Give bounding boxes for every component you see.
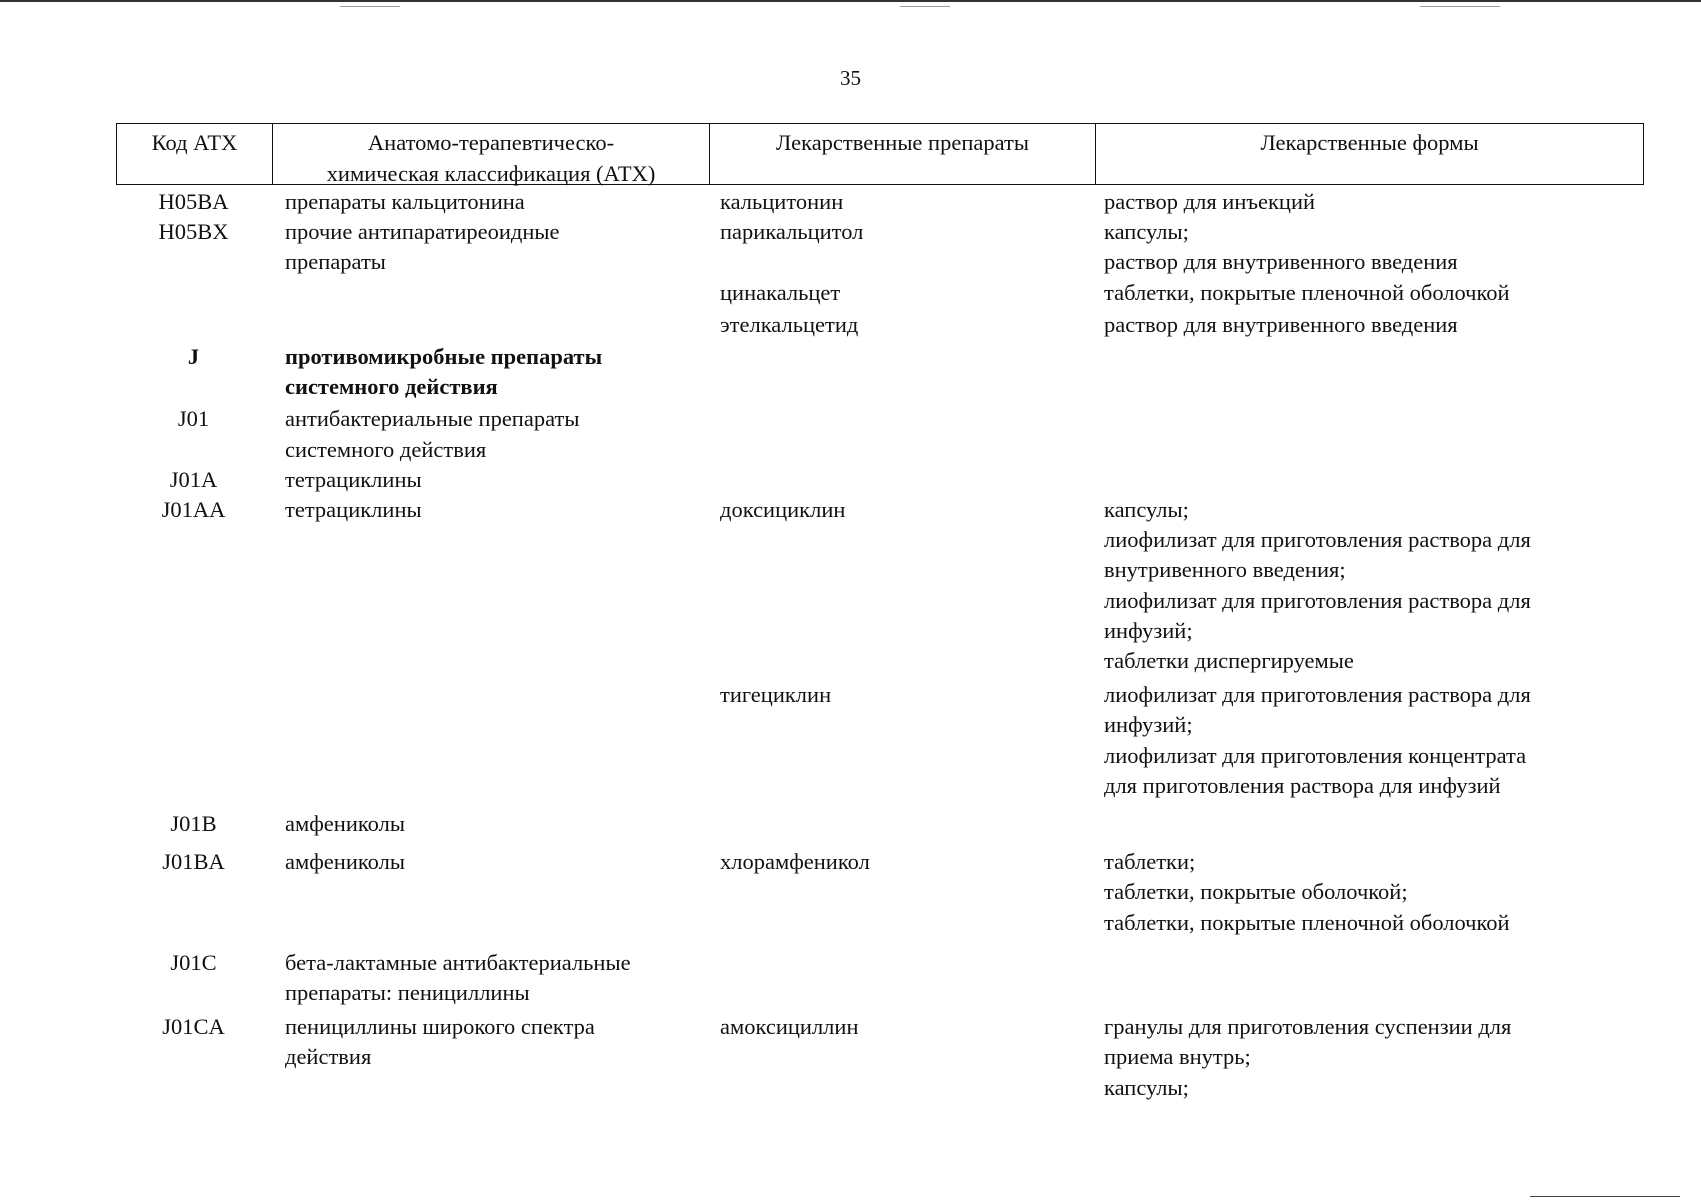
cell-code: J01A <box>169 466 218 492</box>
cell-atc: препараты кальцитонина <box>285 189 525 214</box>
cell-drug: амоксициллин <box>720 1014 859 1040</box>
cell-drug: доксициклин <box>720 497 846 522</box>
scan-artifact <box>1420 6 1500 7</box>
cell-code: H05BX <box>158 219 229 245</box>
cell-atc: амфениколы <box>285 811 405 836</box>
cell-form: раствор для инъекций <box>1104 189 1316 214</box>
cell-atc: тетрациклины <box>285 466 422 492</box>
cell-drug: этелкальцетид <box>720 311 859 337</box>
cell-form: таблетки, покрытые пленочной оболочкой <box>1104 279 1510 305</box>
cell-atc: амфениколы <box>285 849 405 875</box>
cell-atc: противомикробные препараты системного действия <box>285 344 603 400</box>
header-forms: Лекарственные формы <box>1095 124 1643 184</box>
cell-form: раствор для внутривенного введения <box>1104 311 1458 337</box>
cell-atc: антибактериальные препараты системного действия <box>285 406 580 462</box>
cell-drug: кальцитонин <box>720 189 844 214</box>
cell-code: J <box>187 344 200 369</box>
cell-form: гранулы для приготовления суспензии для приема внутрь; капсулы; <box>1104 1014 1512 1100</box>
cell-form: лиофилизат для приготовления раствора для инфузий; лиофилизат для приготовления концентрата для приготовления раствора для инфузий <box>1104 682 1531 798</box>
cell-code: J01AA <box>161 497 226 522</box>
scan-artifact <box>340 6 400 7</box>
table-header <box>116 123 1644 185</box>
cell-code: J01 <box>177 406 210 432</box>
cell-atc: тетрациклины <box>285 497 422 522</box>
cell-code: J01C <box>170 949 217 975</box>
cell-atc: пенициллины широкого спектра действия <box>285 1014 595 1070</box>
cell-drug: парикальцитол <box>720 219 864 245</box>
page-number: 35 <box>840 66 861 90</box>
cell-drug: тигециклин <box>720 682 832 708</box>
cell-form: таблетки; таблетки, покрытые оболочкой; таблетки, покрытые пленочной оболочкой <box>1104 849 1510 935</box>
cell-atc: прочие антипаратиреоидные препараты <box>285 219 560 275</box>
cell-form: капсулы; лиофилизат для приготовления раствора для внутривенного введения; лиофилизат для приготовления раствора для инфузий; таблетки диспергируемые <box>1104 497 1531 674</box>
cell-code: H05BA <box>158 189 229 214</box>
header-atc-classification: Анатомо-терапевтическо- химическая классификация (АТХ) <box>272 124 709 184</box>
scan-artifact <box>900 6 950 7</box>
header-code: Код АТХ <box>151 130 238 155</box>
cell-code: J01CA <box>162 1014 225 1040</box>
cell-code: J01B <box>170 811 217 836</box>
scan-artifact <box>1530 1196 1680 1197</box>
header-drugs: Лекарственные препараты <box>709 124 1095 184</box>
cell-drug: хлорамфеникол <box>720 849 870 875</box>
cell-atc: бета-лактамные антибактериальные препараты: пенициллины <box>285 949 631 1005</box>
cell-code: J01BA <box>162 849 225 875</box>
cell-form: капсулы; раствор для внутривенного введения <box>1104 219 1458 275</box>
scan-top-edge <box>0 0 1701 2</box>
cell-drug: цинакальцет <box>720 279 841 305</box>
